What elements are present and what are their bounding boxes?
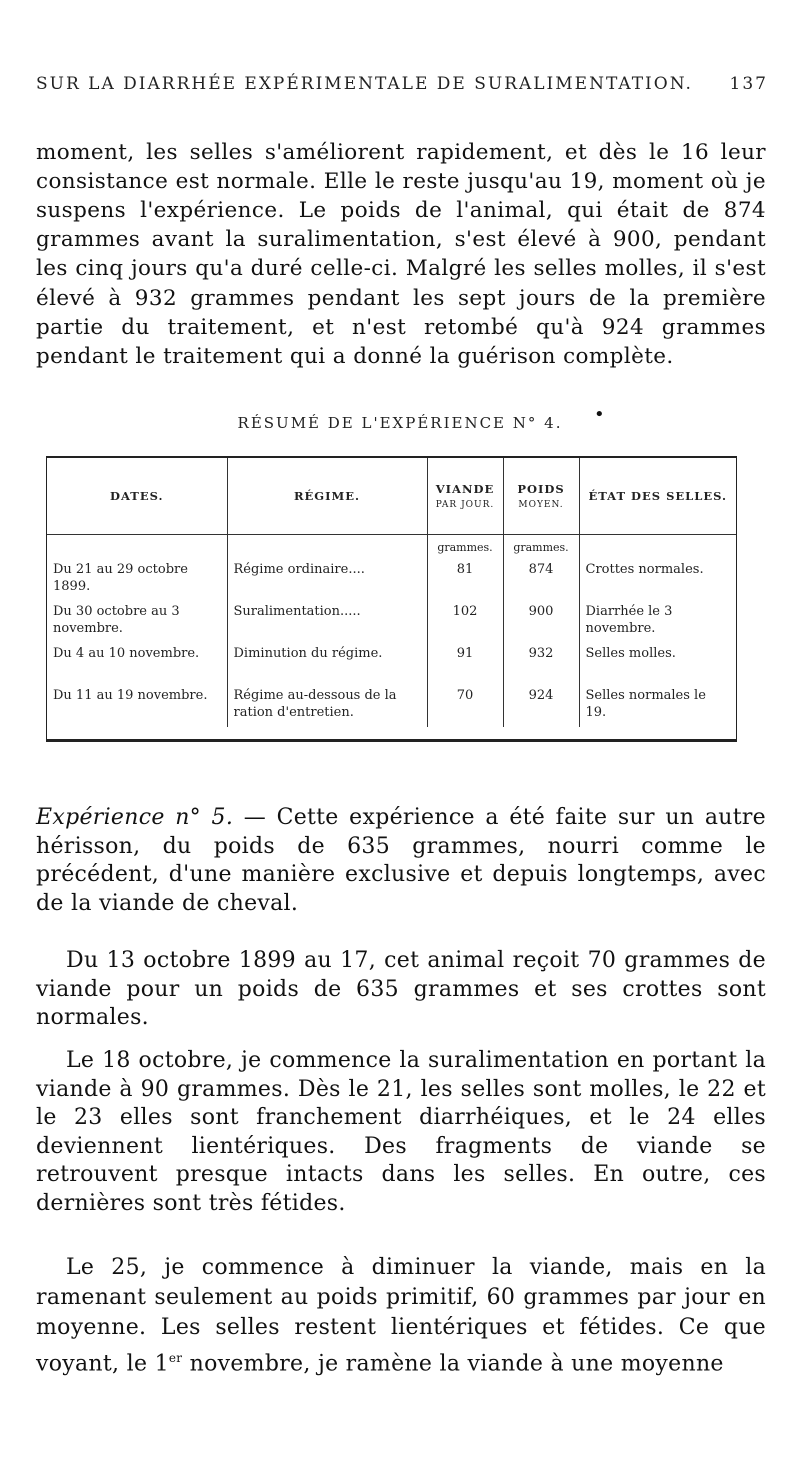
header-etat: ÉTAT DES SELLES. bbox=[579, 458, 736, 535]
running-title: SUR LA DIARRHÉE EXPÉRIMENTALE DE SURALIMENTATION. bbox=[36, 74, 693, 94]
cell-regime: Suralimentation..... bbox=[227, 601, 427, 643]
paragraph-2-text: — Cette expérience a été faite sur un autre hérisson, du poids de 635 grammes, nourri comme le précédent, d'une manière exclusive et depuis longtemps, avec de la viande de cheval. bbox=[36, 805, 766, 916]
cell-viande: 70 bbox=[427, 685, 503, 727]
unit-viande: grammes. bbox=[427, 535, 503, 560]
header-regime: RÉGIME. bbox=[227, 458, 427, 535]
units-empty-regime bbox=[227, 535, 427, 560]
cell-regime: Diminution du régime. bbox=[227, 643, 427, 685]
page-number: 137 bbox=[729, 74, 768, 94]
table-row bbox=[47, 601, 736, 643]
cell-etat: Selles normales le 19. bbox=[579, 685, 736, 727]
table-row bbox=[47, 559, 736, 601]
cell-viande: 91 bbox=[427, 643, 503, 685]
cell-poids: 924 bbox=[503, 685, 579, 727]
table-row bbox=[47, 685, 736, 727]
units-empty-dates bbox=[47, 535, 227, 560]
header-viande bbox=[427, 458, 503, 535]
table-row bbox=[47, 643, 736, 685]
cell-viande: 81 bbox=[427, 559, 503, 601]
paragraph-5-text-b: novembre, je ramène la viande à une moyenne bbox=[182, 1351, 724, 1377]
header-poids bbox=[503, 458, 579, 535]
header-viande-sub: PAR JOUR. bbox=[435, 500, 495, 510]
cell-poids: 932 bbox=[503, 643, 579, 685]
paragraph-3: Du 13 octobre 1899 au 17, cet animal reçoit 70 grammes de viande pour un poids de 635 grammes et ses crottes sont normales. bbox=[36, 948, 766, 1030]
cell-poids: 874 bbox=[503, 559, 579, 601]
paragraph-1: moment, les selles s'améliorent rapidement, et dès le 16 leur consistance est normale. Elle le reste jusqu'au 19, moment où je suspens l'expérience. Le poids de l'animal, qui était de 874 grammes avant la suralimentation, s'est élevé à 900, pendant les cinq jours qu'a duré celle-ci. Malgré les selles molles, il s'est élevé à 932 grammes pendant les sept jours de la première partie du traitement, et n'est retombé qu'à 924 grammes pendant le traitement qui a donné la guérison complète. bbox=[36, 139, 766, 369]
cell-dates: Du 30 octobre au 3 novembre. bbox=[53, 604, 180, 636]
header-poids-label: POIDS bbox=[517, 482, 565, 496]
paragraph-5-text-a: Le 25, je commence à diminuer la viande, mais en la ramenant seulement au poids primitif, 60 grammes par jour en moyenne. Les selles restent lientériques et fétides. Ce que voyant, le 1 bbox=[36, 1255, 766, 1377]
header-viande-label: VIANDE bbox=[435, 482, 495, 496]
cell-etat: Selles molles. bbox=[579, 643, 736, 685]
cell-viande: 102 bbox=[427, 601, 503, 643]
cell-poids: 900 bbox=[503, 601, 579, 643]
experiment-label: Expérience n° 5. bbox=[36, 805, 234, 830]
cell-etat: Crottes normales. bbox=[579, 559, 736, 601]
cell-dates: Du 21 au 29 octobre 1899. bbox=[53, 562, 188, 594]
page-header bbox=[36, 74, 768, 94]
units-row bbox=[47, 535, 736, 560]
paragraph-4: Le 18 octobre, je commence la suralimentation en portant la viande à 90 grammes. Dès le 21, les selles sont molles, le 22 et le 23 elles sont franchement diarrhéiques, et le 24 elles deviennent lientériques. Des fragments de viande se retrouvent presque intacts dans les selles. En outre, ces dernières sont très fétides. bbox=[36, 1048, 766, 1216]
cell-dates: Du 11 au 19 novembre. bbox=[53, 688, 208, 703]
header-poids-sub: MOYEN. bbox=[518, 500, 564, 510]
cell-regime: Régime ordinaire.... bbox=[227, 559, 427, 601]
cell-dates: Du 4 au 10 novembre. bbox=[53, 646, 200, 661]
paragraph-2 bbox=[36, 804, 766, 918]
cell-regime: Régime au-dessous de la ration d'entretien. bbox=[227, 685, 427, 727]
summary-title: RÉSUMÉ DE L'EXPÉRIENCE N° 4. bbox=[237, 414, 563, 432]
units-empty-etat bbox=[579, 535, 736, 560]
cell-etat: Diarrhée le 3 novembre. bbox=[579, 601, 736, 643]
paragraph-5 bbox=[36, 1253, 766, 1379]
summary-table bbox=[46, 456, 737, 742]
unit-poids: grammes. bbox=[503, 535, 579, 560]
header-dates: DATES. bbox=[47, 458, 227, 535]
ordinal-superscript: er bbox=[168, 1351, 183, 1365]
bullet-mark: • bbox=[594, 404, 605, 425]
